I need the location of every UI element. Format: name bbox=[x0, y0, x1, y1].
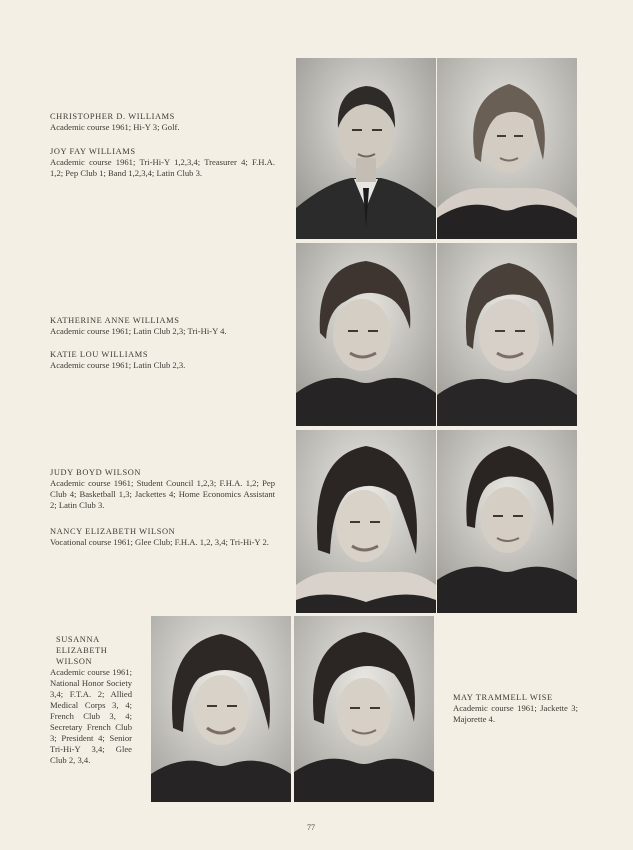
entry-description: Academic course 1961; Latin Club 2,3. bbox=[50, 360, 186, 370]
portrait-susanna-wilson bbox=[151, 616, 291, 802]
portrait-may-wise bbox=[294, 616, 434, 802]
portrait-joy-williams bbox=[437, 58, 577, 239]
entry-name: JUDY BOYD WILSON bbox=[50, 468, 142, 477]
entry-name: SUSANNA ELIZABETH WILSON bbox=[56, 635, 108, 666]
portrait-christopher-williams bbox=[296, 58, 436, 239]
entry-name: KATIE LOU WILLIAMS bbox=[50, 350, 149, 359]
entry-name: NANCY ELIZABETH WILSON bbox=[50, 527, 176, 536]
entry-description: Academic course 1961; Student Council 1,2,3; F.H.A. 1,2; Pep Club 4; Basketball 1,3; Jackettes 4; Home Economics Assistant 2; Latin Club 3. bbox=[50, 478, 275, 510]
portrait-judy-wilson bbox=[296, 430, 436, 613]
portrait-katherine-williams bbox=[296, 243, 436, 426]
entry-description: Academic course 1961; Tri-Hi-Y 1,2,3,4; Treasurer 4; F.H.A. 1,2; Pep Club 1; Band 1,2,3,4; Latin Club 3. bbox=[50, 157, 275, 178]
entry-judy-wilson bbox=[50, 467, 275, 511]
entry-name: CHRISTOPHER D. WILLIAMS bbox=[50, 112, 175, 121]
entry-name: KATHERINE ANNE WILLIAMS bbox=[50, 316, 180, 325]
entry-description: Academic course 1961; Jackette 3; Majorette 4. bbox=[453, 703, 578, 724]
entry-name: JOY FAY WILLIAMS bbox=[50, 147, 136, 156]
entry-may-wise bbox=[453, 692, 578, 725]
entry-christopher-williams bbox=[50, 111, 275, 133]
entry-description: Academic course 1961; Hi-Y 3; Golf. bbox=[50, 122, 180, 132]
portrait-katie-williams bbox=[437, 243, 577, 426]
entry-katie-williams bbox=[50, 349, 275, 371]
page-number: 77 bbox=[307, 823, 315, 832]
entry-susanna-wilson bbox=[50, 634, 132, 766]
entry-description: Academic course 1961; Latin Club 2,3; Tri-Hi-Y 4. bbox=[50, 326, 227, 336]
portrait-nancy-wilson bbox=[437, 430, 577, 613]
entry-name: MAY TRAMMELL WISE bbox=[453, 693, 553, 702]
entry-description: Vocational course 1961; Glee Club; F.H.A. 1,2, 3,4; Tri-Hi-Y 2. bbox=[50, 537, 269, 547]
entry-katherine-williams bbox=[50, 315, 275, 337]
entry-description: Academic course 1961; National Honor Society 3,4; F.T.A. 2; Allied Medical Corps 3, 4; French Club 3, 4; Secretary French Club 3; President 4; Senior Tri-Hi-Y 3,4; Glee Club 2, 3,4. bbox=[50, 667, 132, 765]
entry-joy-williams bbox=[50, 146, 275, 179]
entry-nancy-wilson bbox=[50, 526, 275, 548]
